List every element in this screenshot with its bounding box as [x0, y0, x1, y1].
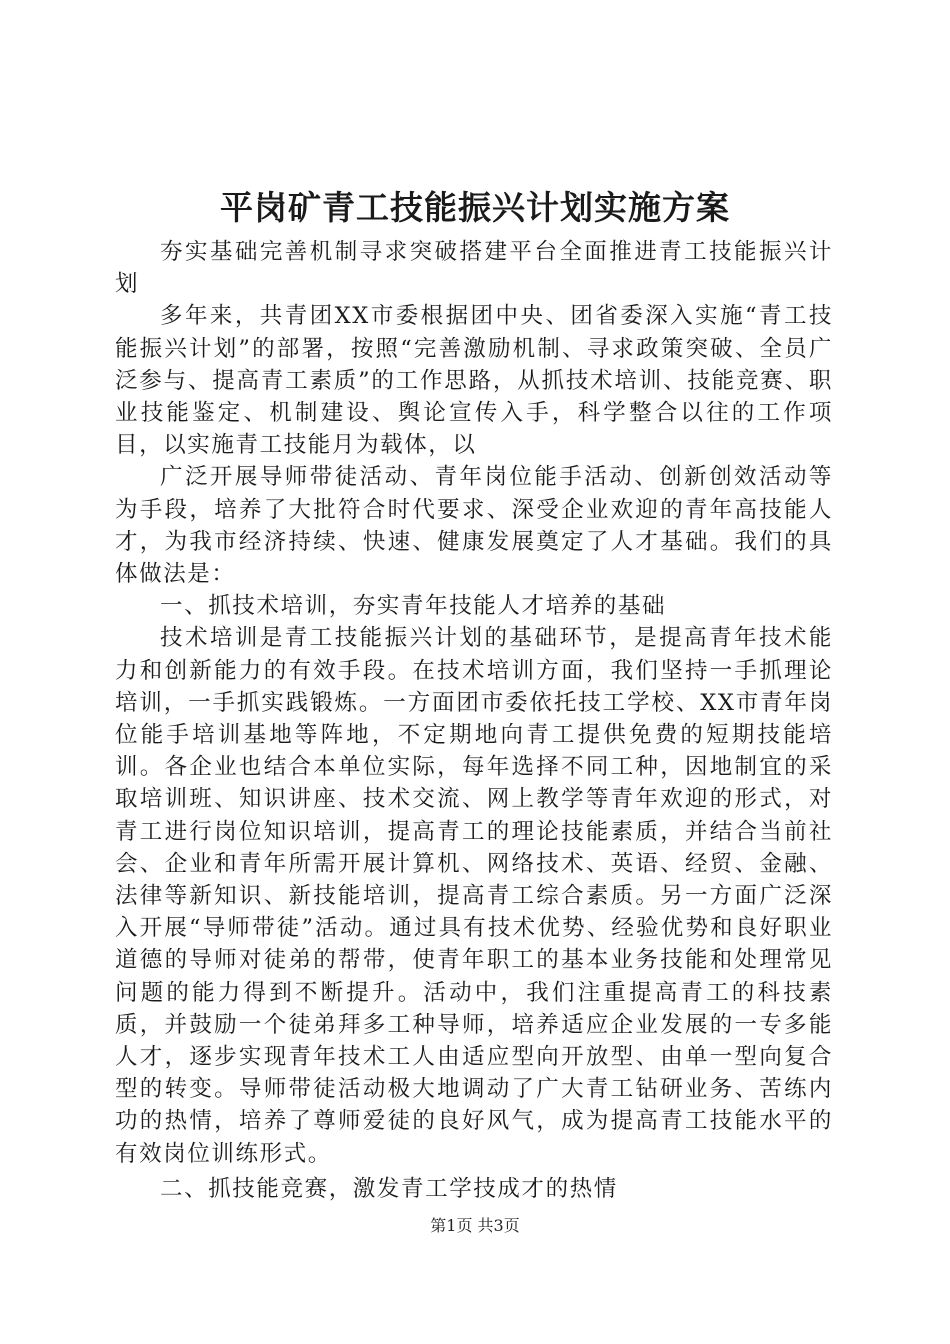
section-heading: 二、抓技能竞赛，激发青工学技成才的热情	[160, 1175, 618, 1202]
subtitle-paragraph: 夯实基础完善机制寻求突破搭建平台全面推进青工技能振兴计划	[115, 239, 833, 298]
body-paragraph: 广泛开展导师带徒活动、青年岗位能手活动、创新创效活动等为手段，培养了大批符合时代要求、深受企业欢迎的青年高技能人才，为我市经济持续、快速、健康发展奠定了人才基础。我们的具体做法是：	[115, 464, 833, 588]
body-paragraph: 多年来，共青团XX市委根据团中央、团省委深入实施“青工技能振兴计划”的部署，按照“完善激励机制、寻求政策突破、全员广泛参与、提高青工素质”的工作思路，从抓技术培训、技能竞赛、职业技能鉴定、机制建设、舆论宣传入手，科学整合以往的工作项目，以实施青工技能月为载体，以	[115, 303, 833, 459]
document-title: 平岗矿青工技能振兴计划实施方案	[220, 188, 730, 227]
body-paragraph: 技术培训是青工技能振兴计划的基础环节，是提高青年技术能力和创新能力的有效手段。在技术培训方面，我们坚持一手抓理论培训，一手抓实践锻炼。一方面团市委依托技工学校、XX市青年岗位能手培训基地等阵地，不定期地向青工提供免费的短期技能培训。各企业也结合本单位实际，每年选择不同工种，因地制宜的采取培训班、知识讲座、技术交流、网上教学等青年欢迎的形式，对青工进行岗位知识培训，提高青工的理论技能素质，并结合当前社会、企业和青年所需开展计算机、网络技术、英语、经贸、金融、法律等新知识、新技能培训，提高青工综合素质。另一方面广泛深入开展“导师带徒”活动。通过具有技术优势、经验优势和良好职业道德的导师对徒弟的帮带，使青年职工的基本业务技能和处理常见问题的能力得到不断提升。活动中，我们注重提高青工的科技素质，并鼓励一个徒弟拜多工种导师，培养适应企业发展的一专多能人才，逐步实现青年技术工人由适应型向开放型、由单一型向复合型的转变。导师带徒活动极大地调动了广大青工钻研业务、苦练内功的热情，培养了尊师爱徒的良好风气，成为提高青工技能水平的有效岗位训练形式。	[115, 625, 833, 1167]
section-heading: 一、抓技术培训，夯实青年技能人才培养的基础	[160, 593, 667, 620]
document-body	[115, 236, 833, 1205]
page-number: 第1页 共3页	[430, 1216, 520, 1235]
